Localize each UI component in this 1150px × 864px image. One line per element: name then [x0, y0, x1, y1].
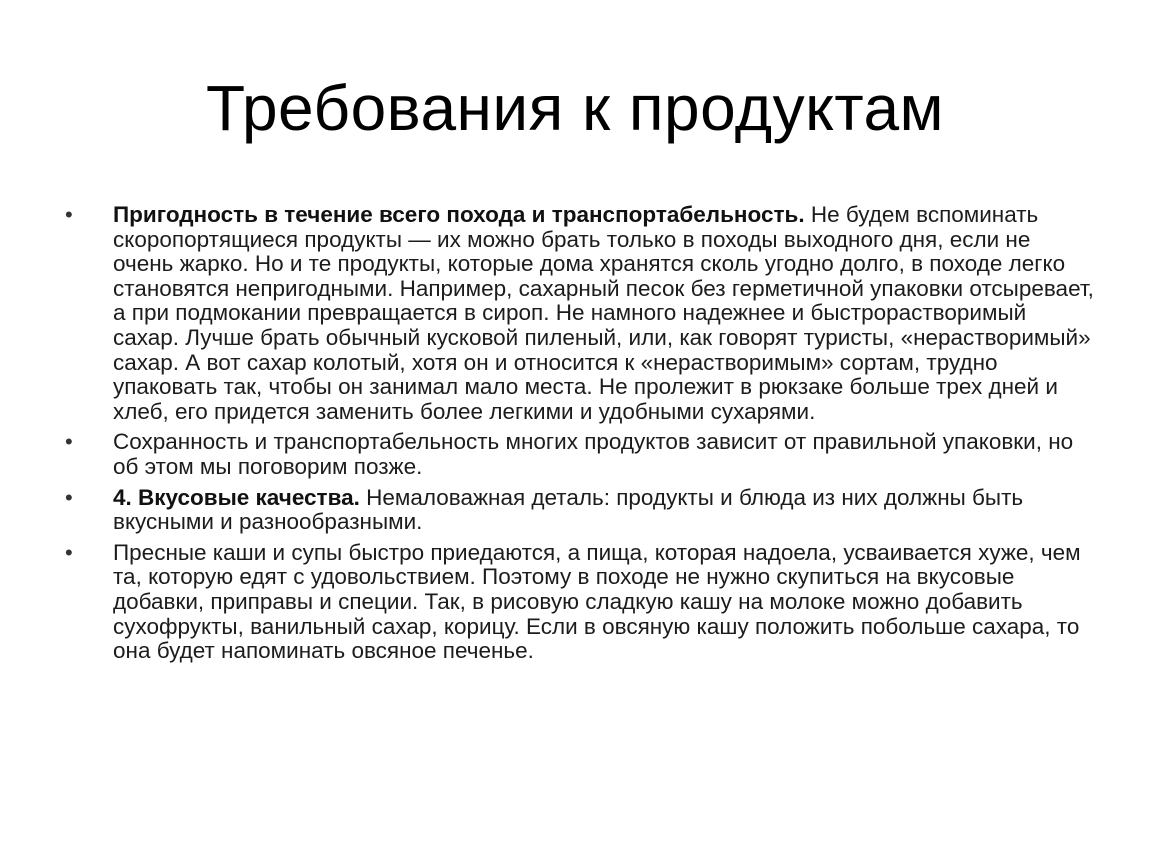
bullet-item-suitability	[65, 203, 1095, 424]
bullet-text: Сохранность и транспортабельность многих продуктов зависит от правильной упаковки, но об этом мы поговорим позже.	[113, 429, 1074, 479]
bullet-item-packaging	[65, 430, 1095, 479]
bullet-point: •	[65, 202, 73, 227]
bullet-text: Немаловажная деталь: продукты и блюда из них должны быть вкусными и разнообразными.	[113, 484, 1024, 535]
bullet-point: •	[65, 429, 73, 455]
bullet-list	[65, 203, 1095, 670]
slide-title: Требования к продуктам	[205, 72, 945, 144]
bullet-text: Пресные каши и супы быстро приедаются, а пища, которая надоела, усваивается хуже, чем та, которую едят с удовольствием. Поэтому в походе не нужно скупиться на вкусовые добавки, приправы и специи. Так, в рисовую сладкую кашу на молоке можно добавить сухофрукты, ванильный сахар, корицу. Если в овсяную кашу положить побольше сахара, то она будет напоминать овсяное печенье.	[113, 539, 1081, 664]
bullet-point: •	[65, 484, 73, 510]
bullet-item-taste	[65, 486, 1095, 535]
bullet-heading: 4. Вкусовые качества.	[113, 484, 360, 510]
bullet-item-variety	[65, 541, 1095, 664]
bullet-text: Не будем вспоминать скоропортящиеся продукты — их можно брать только в походы выходного дня, если не очень жарко. Но и те продукты, которые дома хранятся сколь угодно долго, в походе легко становятся непригодными. Например, сахарный песок без герметичной упаковки отсыревает, а при подмокании превращается в сироп. Не намного надежнее и быстрорастворимый сахар. Лучше брать обычный кусковой пиленый, или, как говорят туристы, «нерастворимый» сахар. А вот сахар колотый, хотя он и относится к «нерастворимым» сортам, трудно упаковать так, чтобы он занимал мало места. Не пролежит в рюкзаке больше трех дней и хлеб, его придется заменить более легкими и удобными сухарями.	[113, 202, 1094, 424]
bullet-point: •	[65, 539, 73, 565]
bullet-heading: Пригодность в течение всего похода и транспортабельность.	[113, 202, 805, 227]
